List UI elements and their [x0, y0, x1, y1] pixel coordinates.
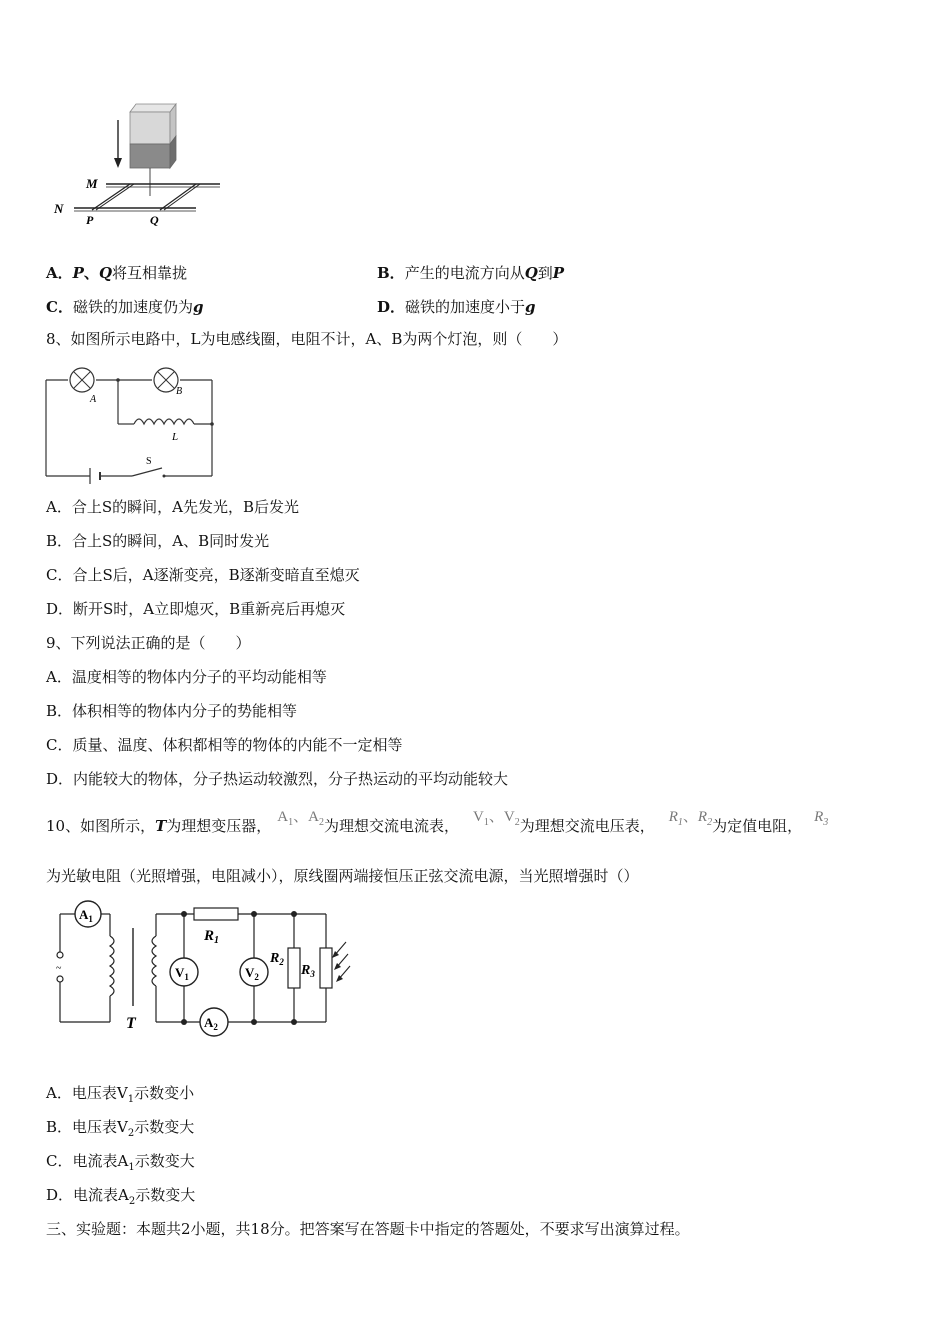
q9-stem: 9、下列说法正确的是（ ）: [46, 634, 251, 652]
q7-option-a-text: 将互相靠拢: [112, 264, 188, 282]
secondary-coil-icon: [152, 936, 156, 986]
q10-stem-v1: $V_1$: [473, 809, 489, 828]
lamp-a-label: A: [90, 394, 97, 405]
section-3-heading: 三、实验题：本题共2小题，共18分。把答案写在答题卡中指定的答题处，不要求写出演算过程。: [46, 1220, 690, 1238]
q7-option-b: [377, 262, 564, 283]
q9-option-a: A．温度相等的物体内分子的平均动能相等: [46, 668, 327, 686]
q10-stem-line2: 为光敏电阻（光照增强，电阻减小），原线圈两端接恒压正弦交流电源，当光照增强时（）: [46, 867, 639, 885]
q10-stem-a2: $A_2$: [308, 809, 324, 828]
q7-option-a-label: A．: [46, 264, 73, 282]
resistor-r2: [288, 948, 300, 988]
ammeter-a1-label: $A_1$: [79, 907, 93, 924]
q10-option-a-sub: 1: [127, 1094, 135, 1105]
transformer-label: T: [126, 1015, 136, 1032]
q8-option-d: D．断开S时，A立即熄灭，B重新亮后再熄灭: [46, 600, 346, 618]
magnet-north-half: [130, 112, 170, 144]
q10-option-a-meter: V: [116, 1084, 128, 1102]
q7-option-d: [377, 296, 536, 317]
voltmeter-v2-label: $V_2$: [245, 965, 259, 982]
q10-stem-line1: [46, 809, 829, 843]
label-m: M: [86, 176, 98, 191]
q10-option-d: [46, 1185, 195, 1212]
q10-stem-voltmeter-text: 为理想交流电压表，: [519, 817, 655, 835]
resistor-r1-label: $R_1$: [204, 928, 220, 946]
q7-option-c-g: g: [192, 298, 204, 316]
junction-dot-right: [210, 422, 214, 426]
q7-option-a-q: Q: [98, 264, 113, 282]
q10-stem-a1: $A_1$: [277, 809, 294, 828]
q7-option-d-text: 磁铁的加速度小于: [405, 298, 526, 316]
junction-dot: [116, 378, 120, 382]
q10-option-d-sub: 2: [128, 1196, 136, 1207]
q8-option-b: B．合上S的瞬间，A、B同时发光: [46, 532, 270, 550]
q10-stem-r3: $R_3$: [814, 809, 829, 828]
resistor-r1: [194, 908, 238, 920]
q10-stem-ammeter-text: 为理想交流电流表，: [323, 817, 459, 835]
q10-option-a: [46, 1083, 194, 1110]
q10-stem-r1: $R_1$: [668, 809, 683, 828]
ac-source-symbol: ~: [56, 963, 62, 974]
q8-option-a: A．合上S的瞬间，A先发光，B后发光: [46, 498, 299, 516]
q7-option-c-text: 磁铁的加速度仍为: [72, 298, 193, 316]
q7-option-a: [46, 262, 187, 283]
q7-option-b-label: B．: [377, 264, 405, 282]
q10-option-d-text: 示数变大: [135, 1186, 196, 1204]
label-n: N: [54, 201, 64, 216]
q7-option-c: [46, 296, 203, 317]
q10-option-d-label: D．电流表: [46, 1186, 119, 1204]
magnet-south-half: [130, 144, 170, 168]
q10-option-b-text: 示数变大: [134, 1118, 195, 1136]
fall-arrowhead: [114, 158, 122, 168]
resistor-r2-label: $R_2$: [270, 951, 284, 967]
resistor-r3: [320, 948, 332, 988]
label-q: Q: [150, 213, 159, 227]
label-p: P: [86, 213, 94, 227]
inductor-coil-icon: [134, 419, 194, 424]
q10-stem-r2: $R_2$: [697, 809, 713, 828]
q10-option-d-meter: A: [118, 1186, 129, 1204]
q10-option-b-sub: 2: [127, 1128, 135, 1139]
q7-option-d-g: g: [525, 298, 536, 316]
coil-label: L: [172, 431, 179, 443]
switch-contact: [163, 475, 166, 478]
junction-r2-bottom: [291, 1019, 297, 1025]
q7-option-b-p: P: [552, 264, 565, 282]
q10-stem-t: T: [155, 817, 167, 835]
q8-option-c: C．合上S后，A逐渐变亮，B逐渐变暗直至熄灭: [46, 566, 360, 584]
q10-option-b-label: B．电压表: [46, 1118, 118, 1136]
junction-v1-top: [181, 911, 187, 917]
q10-option-a-text: 示数变小: [134, 1084, 195, 1102]
magnet-top-face: [130, 104, 176, 112]
q10-stem-sep1: 、: [293, 809, 309, 825]
resistor-r3-label: $R_3$: [301, 963, 315, 979]
q8-stem: 8、如图所示电路中，L为电感线圈，电阻不计，A、B为两个灯泡，则（ ）: [46, 330, 568, 348]
q7-option-a-sep: 、: [83, 264, 99, 282]
q7-option-b-text1: 产生的电流方向从: [404, 264, 525, 282]
q7-option-d-label: D．: [377, 298, 406, 316]
voltmeter-v1-label: $V_1$: [175, 965, 189, 982]
switch-lever-icon: [132, 468, 162, 476]
q10-option-c: [46, 1151, 195, 1178]
source-terminal-top: [57, 952, 63, 958]
q7-option-c-label: C．: [46, 298, 73, 316]
q7-option-a-p: P: [72, 264, 84, 282]
junction-v2-top: [251, 911, 257, 917]
q7-option-b-q: Q: [524, 264, 538, 282]
q10-option-c-text: 示数变大: [134, 1152, 195, 1170]
junction-r2-top: [291, 911, 297, 917]
source-terminal-bottom: [57, 976, 63, 982]
q10-stem-sep2: 、: [488, 809, 504, 825]
rod-q: [160, 184, 196, 210]
q9-option-c: C．质量、温度、体积都相等的物体的内能不一定相等: [46, 736, 403, 754]
q10-stem-sep3: 、: [682, 809, 698, 825]
q9-option-d: D．内能较大的物体，分子热运动较激烈，分子热运动的平均动能较大: [46, 770, 509, 788]
q10-transformer-circuit-figure: [46, 898, 356, 1048]
q10-stem-prefix: 10、如图所示，: [46, 817, 156, 835]
switch-label: S: [146, 456, 152, 467]
q10-stem-v2: $V_2$: [503, 809, 520, 828]
junction-v1-bottom: [181, 1019, 187, 1025]
junction-v2-bottom: [251, 1019, 257, 1025]
q10-stem-resistor-text: 为定值电阻，: [712, 817, 803, 835]
q9-option-b: B．体积相等的物体内分子的势能相等: [46, 702, 298, 720]
q8-circuit-figure: [44, 364, 224, 484]
q10-option-a-label: A．电压表: [46, 1084, 117, 1102]
q10-option-b-meter: V: [117, 1118, 128, 1136]
q10-stem-t-text: 为理想变压器，: [166, 817, 272, 835]
magnet-rails-figure: [50, 100, 250, 240]
q10-option-c-sub: 1: [128, 1162, 135, 1173]
rod-q-2: [164, 184, 200, 210]
primary-coil-icon: [110, 936, 114, 996]
ammeter-a2-label: $A_2$: [204, 1015, 218, 1032]
lamp-b-label: B: [176, 386, 183, 397]
rod-p-2: [96, 184, 134, 210]
q7-option-b-text2: 到: [537, 264, 553, 282]
q10-option-b: [46, 1117, 194, 1144]
q10-option-c-label: C．电流表: [46, 1152, 118, 1170]
rod-p: [92, 184, 130, 210]
q10-option-c-meter: A: [117, 1152, 129, 1170]
